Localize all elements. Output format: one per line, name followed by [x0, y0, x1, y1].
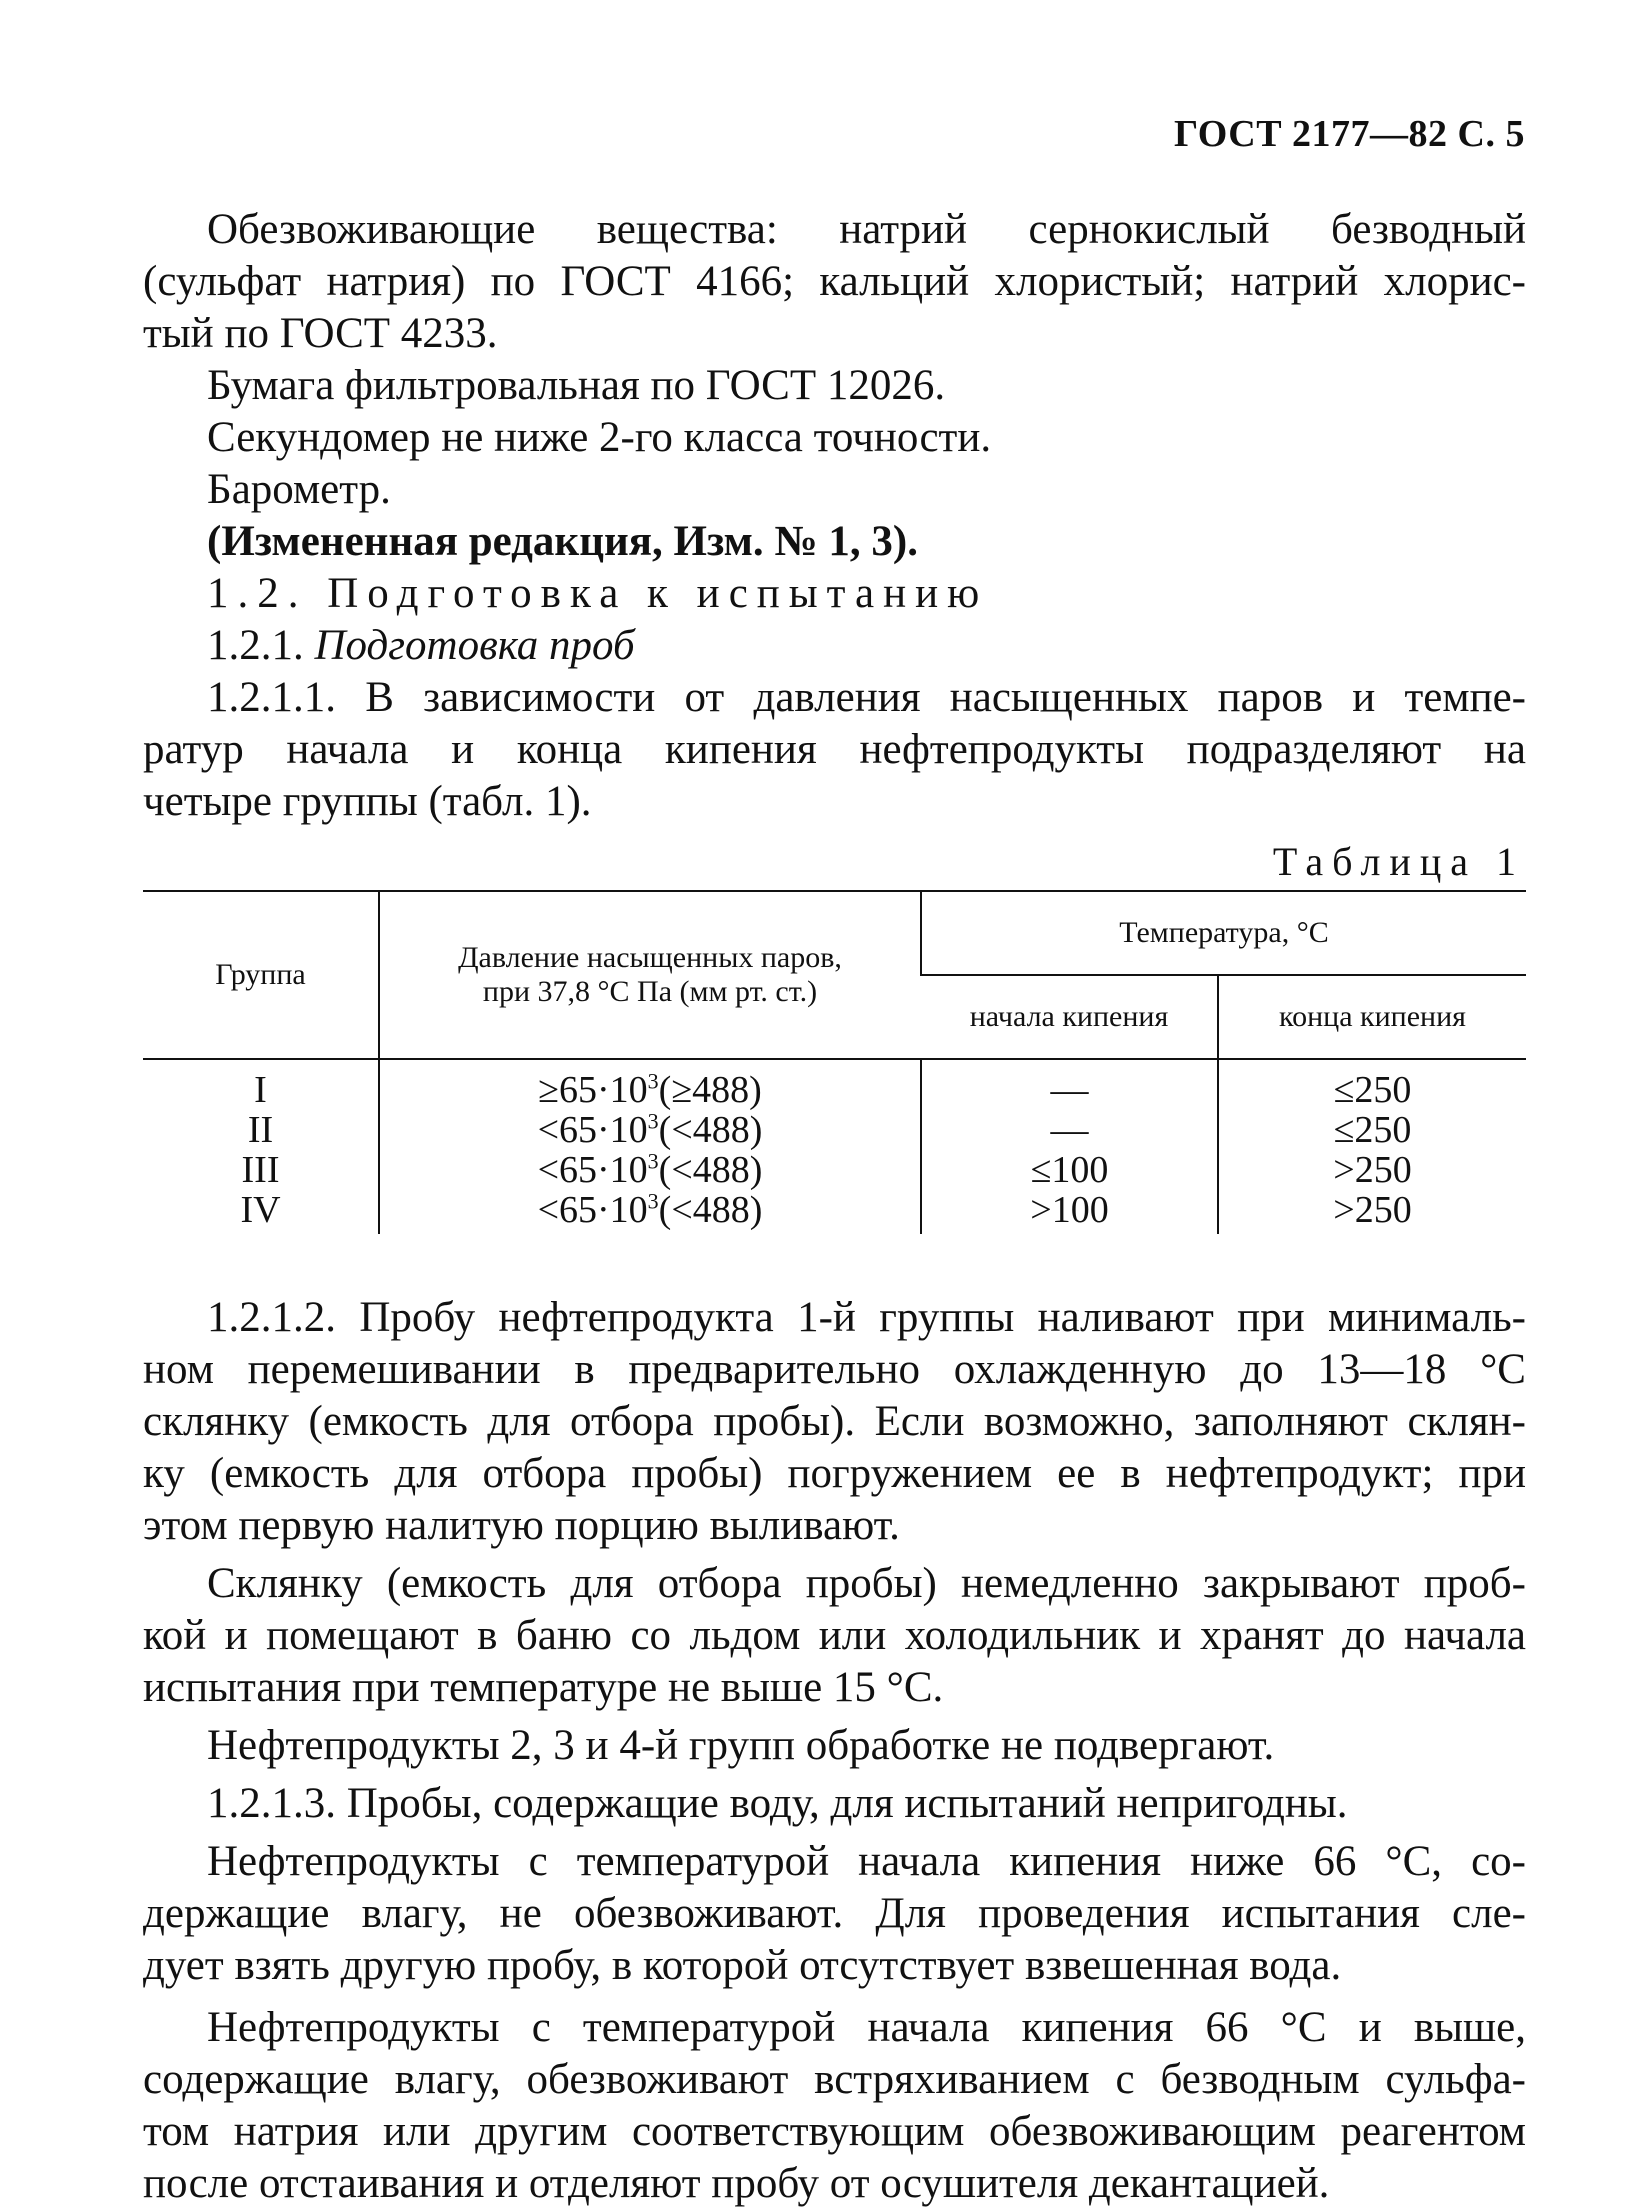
pressure-mantissa: <65·10	[537, 1149, 648, 1191]
cell-end: ≤250	[1218, 1110, 1526, 1150]
cell-group: I	[254, 1069, 267, 1111]
table-row	[143, 1110, 1526, 1150]
cell-pressure	[379, 1190, 921, 1234]
text-block-bottom	[143, 1292, 1526, 2210]
paragraph-line: тый по ГОСТ 4233.	[143, 310, 498, 357]
pressure-mantissa: ≥65·10	[538, 1069, 648, 1111]
paragraph-line: Нефтепродукты с температурой начала кипения ниже 66 °С, со-	[207, 1838, 1526, 1885]
cell-group: IV	[240, 1189, 281, 1231]
cell-start: —	[921, 1059, 1218, 1110]
table-row	[143, 1150, 1526, 1190]
paragraph-line: Бумага фильтровальная по ГОСТ 12026.	[207, 362, 946, 409]
paragraph-line: 1.2.1.2. Пробу нефтепродукта 1-й группы наливают при минималь-	[207, 1294, 1526, 1341]
cell-end: ≤250	[1218, 1059, 1526, 1110]
pressure-mmhg: (≥488)	[658, 1069, 762, 1111]
paragraph-line: ку (емкость для отбора пробы) погружением ее в нефтепродукт; при	[143, 1450, 1526, 1497]
cell-end: >250	[1218, 1150, 1526, 1190]
table-body	[143, 1059, 1526, 1234]
cell-end: >250	[1218, 1190, 1526, 1234]
header-pressure-line: Давление насыщенных паров,	[458, 941, 842, 974]
section-heading: 1.2. Подготовка к испытанию	[207, 570, 989, 617]
paragraph-line: дует взять другую пробу, в которой отсутствует взвешенная вода.	[143, 1942, 1342, 1989]
header-start: начала кипения	[921, 975, 1218, 1059]
paragraph-line: после отстаивания и отделяют пробу от осушителя декантацией.	[143, 2160, 1330, 2207]
page-header: ГОСТ 2177—82 С. 5	[1174, 113, 1525, 155]
cell-start: ≤100	[921, 1150, 1218, 1190]
paragraph-line: кой и помещают в баню со льдом или холодильник и хранят до начала	[143, 1612, 1526, 1659]
cell-start: —	[921, 1110, 1218, 1150]
paragraph-line: Барометр.	[207, 466, 391, 513]
table-caption: Таблица 1	[1272, 839, 1525, 884]
pressure-mantissa: <65·10	[537, 1189, 648, 1231]
paragraph-line: испытания при температуре не выше 15 °С.	[143, 1664, 944, 1711]
paragraph-line: Нефтепродукты с температурой начала кипения 66 °С и выше,	[207, 2004, 1526, 2051]
pressure-exponent: 3	[647, 1108, 659, 1134]
paragraph-line: держащие влагу, не обезвоживают. Для проведения испытания сле-	[143, 1890, 1526, 1937]
groups-table	[143, 890, 1526, 1234]
text-block-top	[143, 204, 1526, 828]
cell-pressure	[379, 1110, 921, 1150]
cell-group: III	[241, 1149, 280, 1191]
paragraph-line: этом первую налитую порцию выливают.	[143, 1502, 900, 1549]
paragraph-line: 1.2.1.3. Пробы, содержащие воду, для испытаний непригодны.	[207, 1780, 1348, 1827]
cell-pressure	[379, 1150, 921, 1190]
pressure-mmhg: (<488)	[658, 1189, 763, 1231]
header-end: конца кипения	[1218, 975, 1526, 1059]
paragraph-line: ном перемешивании в предварительно охлажденную до 13—18 °С	[143, 1346, 1526, 1393]
pressure-mmhg: (<488)	[658, 1149, 763, 1191]
paragraph-line: склянку (емкость для отбора пробы). Если возможно, заполняют склян-	[143, 1398, 1526, 1445]
header-pressure-line: при 37,8 °С Па (мм рт. ст.)	[482, 975, 818, 1008]
subsection-heading	[143, 620, 1526, 672]
header-group: Группа	[143, 891, 379, 1059]
paragraph-line: том натрия или другим соответствующим обезвоживающим реагентом	[143, 2108, 1526, 2155]
paragraph-line: Секундомер не ниже 2-го класса точности.	[207, 414, 992, 461]
pressure-exponent: 3	[647, 1188, 659, 1214]
pressure-mantissa: <65·10	[537, 1109, 648, 1151]
cell-group: II	[247, 1109, 274, 1151]
paragraph-line: Склянку (емкость для отбора пробы) немедленно закрывают проб-	[207, 1560, 1526, 1607]
paragraph-line: четыре группы (табл. 1).	[143, 778, 592, 825]
paragraph-line: Нефтепродукты 2, 3 и 4-й групп обработке не подвергают.	[207, 1722, 1275, 1769]
table-row	[143, 1059, 1526, 1110]
cell-pressure	[379, 1059, 921, 1110]
subsection-number: 1.2.1.	[207, 622, 304, 669]
paragraph-line: ратур начала и конца кипения нефтепродукты подразделяют на	[143, 726, 1526, 773]
header-temperature: Температура, °С	[921, 891, 1526, 975]
pressure-exponent: 3	[647, 1148, 659, 1174]
amendment-note: (Измененная редакция, Изм. № 1, 3).	[207, 518, 918, 565]
subsection-title: Подготовка проб	[314, 622, 635, 669]
header-pressure	[379, 891, 921, 1059]
pressure-mmhg: (<488)	[658, 1109, 763, 1151]
table-row	[143, 1190, 1526, 1234]
paragraph-line: (сульфат натрия) по ГОСТ 4166; кальций хлористый; натрий хлорис-	[143, 258, 1526, 305]
pressure-exponent: 3	[647, 1068, 659, 1094]
paragraph-line: содержащие влагу, обезвоживают встряхиванием с безводным сульфа-	[143, 2056, 1526, 2103]
paragraph-line: Обезвоживающие вещества: натрий сернокислый безводный	[207, 206, 1526, 253]
cell-start: >100	[921, 1190, 1218, 1234]
paragraph-line: 1.2.1.1. В зависимости от давления насыщенных паров и темпе-	[207, 674, 1526, 721]
